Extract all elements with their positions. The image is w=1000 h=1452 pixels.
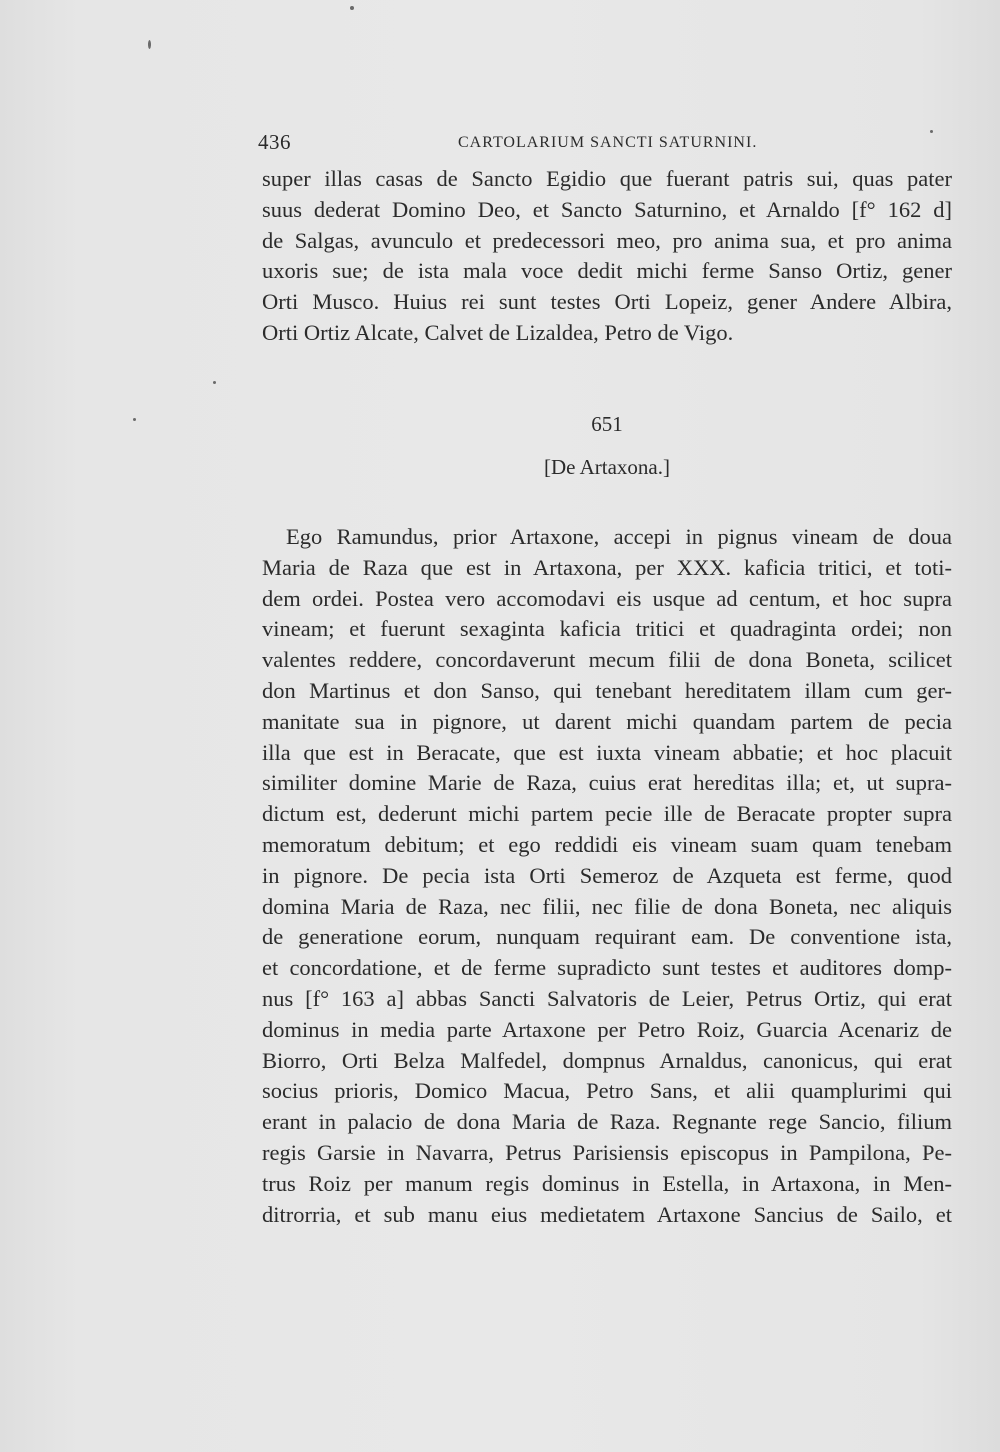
text-line: trus Roiz per manum regis dominus in Estella, in Artaxona, in Men-	[262, 1170, 952, 1196]
running-head	[258, 130, 958, 156]
page-number: 436	[258, 130, 291, 154]
text-line: memoratum debitum; et ego reddidi eis vineam suam quam tenebam	[262, 831, 952, 857]
text-line: uxoris sue; de ista mala voce dedit michi ferme Sanso Ortiz, gener	[262, 258, 952, 284]
text-line: dictum est, dederunt michi partem pecie ille de Beracate propter supra	[262, 801, 952, 827]
text-line: nus [f° 163 a] abbas Sancti Salvatoris de Leier, Petrus Ortiz, qui erat	[262, 985, 952, 1011]
text-line: manitate sua in pignore, ut darent michi quandam partem de pecia	[262, 708, 952, 734]
text-line: in pignore. De pecia ista Orti Semeroz de Azqueta est ferme, quod	[262, 862, 952, 888]
text-line: vineam; et fuerunt sexaginta kaficia tritici et quadraginta ordei; non	[262, 616, 952, 642]
text-line: illa que est in Beracate, que est iuxta vineam abbatie; et hoc placuit	[262, 739, 952, 765]
charter-text	[262, 522, 952, 1230]
text-line: Ego Ramundus, prior Artaxone, accepi in pignus vineam de doua	[286, 524, 952, 549]
ink-speck	[350, 6, 354, 10]
text-line: Orti Ortiz Alcate, Calvet de Lizaldea, Petro de Vigo.	[262, 319, 734, 345]
text-line: dominus in media parte Artaxone per Petro Roiz, Guarcia Acenariz de	[262, 1016, 952, 1042]
ink-speck	[213, 381, 216, 384]
text-line: Biorro, Orti Belza Malfedel, dompnus Arnaldus, canonicus, qui erat	[262, 1047, 952, 1073]
text-line: erant in palacio de dona Maria de Raza. Regnante rege Sancio, filium	[262, 1109, 952, 1135]
running-title: CARTOLARIUM SANCTI SATURNINI.	[458, 134, 758, 151]
text-line: Maria de Raza que est in Artaxona, per XXX. kaficia tritici, et toti-	[262, 554, 952, 580]
text-line: super illas casas de Sancto Egidio que fuerant patris sui, quas pater	[262, 166, 952, 191]
text-line: de generatione eorum, nunquam requirant eam. De conventione ista,	[262, 924, 952, 950]
charter-title: [De Artaxona.]	[544, 455, 670, 479]
text-line: et concordatione, et de ferme supradicto sunt testes et auditores domp-	[262, 955, 952, 981]
text-line: regis Garsie in Navarra, Petrus Parisiensis episcopus in Pampilona, Pe-	[262, 1139, 952, 1165]
text-line: domina Maria de Raza, nec filii, nec filie de dona Boneta, nec aliquis	[262, 893, 952, 919]
charter-number: 651	[591, 412, 623, 436]
text-line: de Salgas, avunculo et predecessori meo, pro anima sua, et pro anima	[262, 227, 952, 253]
preceding-charter-text	[262, 164, 952, 349]
text-line: ditrorria, et sub manu eius medietatem Artaxone Sancius de Sailo, et	[262, 1201, 952, 1227]
ink-speck	[148, 40, 151, 49]
text-line: suus dederat Domino Deo, et Sancto Saturnino, et Arnaldo [f° 162 d]	[262, 196, 952, 222]
text-line: socius prioris, Domico Macua, Petro Sans, et alii quamplurimi qui	[262, 1078, 952, 1104]
text-line: valentes reddere, concordaverunt mecum filii de dona Boneta, scilicet	[262, 647, 952, 673]
text-line: dem ordei. Postea vero accomodavi eis usque ad centum, et hoc supra	[262, 585, 952, 611]
text-line: similiter domine Marie de Raza, cuius erat hereditas illa; et, ut supra-	[262, 770, 952, 796]
ink-speck	[133, 418, 136, 421]
text-line: don Martinus et don Sanso, qui tenebant hereditatem illam cum ger-	[262, 677, 952, 703]
text-line: Orti Musco. Huius rei sunt testes Orti Lopeiz, gener Andere Albira,	[262, 289, 952, 315]
